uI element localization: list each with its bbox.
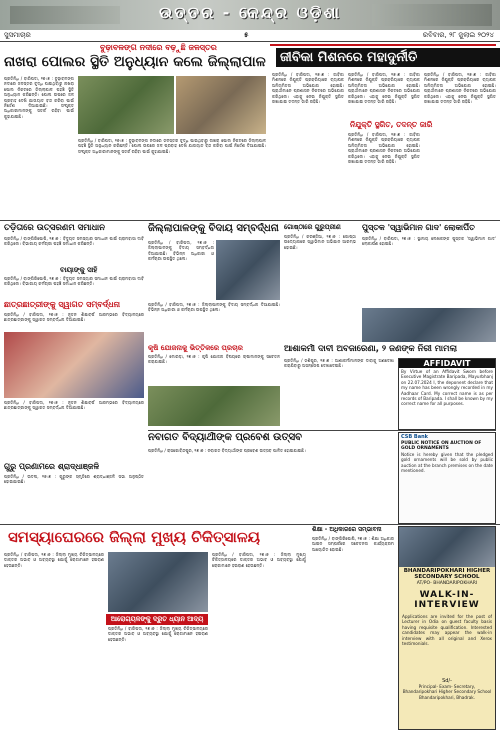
signatory-title: Principal- Exam- Secretary, Bhandaripokhari Higher Secondary School Bhandaripokhari, Bhadrak. <box>402 684 492 700</box>
signature: Sd/- <box>442 678 452 684</box>
farmers-photo <box>148 386 280 426</box>
story-headline: ଗୁରୁ ପ୍ରଣାମରେ ଶ୍ରାଦ୍ଧାଞ୍ଜଳି <box>4 462 100 471</box>
walkin-heading: WALK-IN- INTERVIEW <box>414 590 480 610</box>
samasya-subhead: ଆରୋଗ୍ୟଳଙ୍କୁ ଦ୍ରୁତ ଧ୍ୟାନ ଆଦ୍ୟ <box>106 614 208 625</box>
story-body-2: ପ୍ରତିନିଧି / ବାଙ୍ଗିରିପୋଷି, ୨୭।୭ : ବିଦ୍ୟୁତ ସମସ୍ୟାର ସମାଧାନ ପାଇଁ ଗ୍ରାମବାସୀ ଦାବି କରିଥିଲେ। ବିଭାଗୀୟ କର୍ମଚାରୀ ପହଞ୍ଚି ସମାଧାନ କରିଛନ୍ତି। <box>4 276 144 287</box>
divider <box>0 41 500 42</box>
story-headline: କୃଷି ଯୋଜନାକୁ ଭିତ୍ତିକରେ ପ୍ରଚାର <box>148 344 243 352</box>
lead-body: ପ୍ରତିନିଧି / ବାରିପଦା, ୨୭।୭ : ବୁଢ଼ାବଳଙ୍ଗ ନଦୀରେ ଜଳସ୍ତର ବୃଦ୍ଧି ପାଇଥିବାରୁ ନାଖରା ପୋଲ ନିକଟରେ ଜିଲ୍ଲାପାଳ ପହଞ୍ଚି ସ୍ଥିତି ଅନୁଧ୍ୟାନ କରିଛନ୍ତି। ପୋଲ ଉପରେ ଜଳ ପ୍ରବାହ ଦେଖି ଯାତାୟାତ ବନ୍ଦ କରିବା ପାଇଁ ନିର୍ଦ୍ଦେଶ ଦିଆଯାଇଛି। ସଂପୃକ୍ତ ଅଧିକାରୀମାନଙ୍କୁ ସତର୍କ ରହିବା ପାଇଁ କୁହାଯାଇଛି। <box>4 76 74 119</box>
story-headline: ଗୋଷ୍ଠୀରେ ଗୁରୁପ୍ରୀଣ <box>284 223 341 231</box>
divider <box>270 44 496 46</box>
story-body-2: ପ୍ରତିନିଧି / ବାରିପଦା, ୨୭।୭ : ଜିଲ୍ଲାପାଳଙ୍କୁ ବିଦାୟ ସମ୍ବର୍ଦ୍ଧନା ଦିଆଯାଇଛି। ବିଭିନ୍ନ ଅଧିକାରୀ ଓ କର୍ମଚାରୀ ଉପସ୍ଥିତ ଥିଲେ। <box>148 302 280 313</box>
notice-title: PUBLIC NOTICE ON AUCTION OF GOLD ORNAMENTS <box>401 441 482 451</box>
affidavit-title: AFFIDAVIT <box>399 359 495 368</box>
samasya-body-2: ପ୍ରତିନିଧି / ବାରିପଦା, ୨୭।୭ : ଜିଲ୍ଲା ମୁଖ୍ୟ ଚିକିତ୍ସାଳୟରେ ଡାକ୍ତର ଅଭାବ ଓ ଅବ୍ୟବସ୍ଥା ଯୋଗୁଁ ରୋଗୀମାନେ ହଇରାଣ ହେଉଛନ୍ତି। <box>108 626 208 642</box>
story-headline: ଶିକ୍ଷା - ଅଧିକାରରେ ସମ୍ଭାବନା <box>312 526 382 533</box>
book-release-photo <box>362 308 496 342</box>
story-body: ପ୍ରତିନିଧି / ରାସଗୋବିନ୍ଦପୁର, ୨୭।୭ : ନବାଗତ ବିଦ୍ୟାର୍ଥୀଙ୍କ ପ୍ରବେଶ ଉତ୍ସବ ପାଳିତ ହୋଇଯାଇଛି। <box>148 448 306 453</box>
story-headline: ଜିଲ୍ଲାପାଳଙ୍କୁ ବିଦାୟ ସମ୍ବର୍ଦ୍ଧନା <box>148 223 279 234</box>
masthead-decoration-right <box>372 4 492 26</box>
divider <box>0 220 500 221</box>
jibika-body: ପ୍ରତିନିଧି / ବାରିପଦା, ୨୭।୭ : ଜୀବିକା ମିଶନରେ ନିଯୁକ୍ତି ପ୍ରକ୍ରିୟାରେ ବ୍ୟାପକ ଅନିୟମିତତା ଅଭିଯୋଗ ହୋଇଛି। ପ୍ରାର୍ଥୀମାନେ ପ୍ରଶାସନ ନିକଟରେ ଅଭିଯୋଗ କରିଥିଲେ। ଏହାକୁ ନେଇ ନିଯୁକ୍ତି ସ୍ଥଗିତ ରଖାଯାଇ ତଦନ୍ତ ଜାରି ରହିଛି। <box>272 72 344 105</box>
affidavit-body: By Virtue of an Affidavit Sworn before Executive Magistrate Baripada, Mayurbhanj on 22.07.2024 I, the deponent declare that my name has been wrongly recorded in my Aadhaar Card. My correct name is as per records of Baripada. I shall be known by my correct name for all purposes. <box>401 369 493 407</box>
samasya-body-3: ପ୍ରତିନିଧି / ବାରିପଦା, ୨୭।୭ : ଜିଲ୍ଲା ମୁଖ୍ୟ ଚିକିତ୍ସାଳୟରେ ଡାକ୍ତର ଅଭାବ ଓ ଅବ୍ୟବସ୍ଥା ଯୋଗୁଁ ରୋଗୀମାନେ ହଇରାଣ ହେଉଛନ୍ତି। <box>212 552 306 568</box>
school-address: AT/PO- BHANDARIPOKHARI <box>416 581 478 586</box>
story-headline: ନବାଗତ ବିଦ୍ୟାର୍ଥୀଙ୍କ ପ୍ରବେଶ ଉତ୍ସବ <box>148 432 302 443</box>
story-body-3: ପ୍ରତିନିଧି / ବାରିପଦା, ୨୭।୭ : ନୂତନ ଶିକ୍ଷାବର୍ଷ ଆରମ୍ଭରେ ବିଦ୍ୟାଳୟରେ ଛାତ୍ରଛାତ୍ରୀଙ୍କୁ ସ୍ୱାଗତ ସମ୍ବର୍ଦ୍ଧନା ଦିଆଯାଇଛି। <box>4 400 144 411</box>
story-body: ପ୍ରତିନିଧି / ବାରିପଦା, ୨୭।୭ : ନୂତନ ଶିକ୍ଷାବର୍ଷ ଆରମ୍ଭରେ ବିଦ୍ୟାଳୟରେ ଛାତ୍ରଛାତ୍ରୀଙ୍କୁ ସ୍ୱାଗତ ସମ୍ବର୍ଦ୍ଧନା ଦିଆଯାଇଛି। <box>4 312 144 323</box>
public-notice <box>398 432 496 524</box>
school-building-photo <box>399 527 495 567</box>
story-body: ପ୍ରତିନିଧି / ମୋରଡ଼ା, ୨୭।୭ : କୃଷି ଯୋଜନା ବିଷୟରେ ଚାଷୀମାନଙ୍କୁ ସଚେତନ କରାଯାଇଛି। <box>148 354 280 365</box>
story-headline: ପୁସ୍ତକ 'ସ୍ୱାଭିମାନ ଗାଦ' ଲୋକାର୍ପିତ <box>362 223 475 232</box>
section-title: ଉତ୍ତର - କେନ୍ଦ୍ର ଓଡ଼ିଶା <box>158 3 342 22</box>
lead-body-cont: ପ୍ରତିନିଧି / ବାରିପଦା, ୨୭।୭ : ବୁଢ଼ାବଳଙ୍ଗ ନଦୀରେ ଜଳସ୍ତର ବୃଦ୍ଧି ପାଇଥିବାରୁ ନାଖରା ପୋଲ ନିକଟରେ ଜିଲ୍ଲାପାଳ ପହଞ୍ଚି ସ୍ଥିତି ଅନୁଧ୍ୟାନ କରିଛନ୍ତି। ପୋଲ ଉପରେ ଜଳ ପ୍ରବାହ ଦେଖି ଯାତାୟାତ ବନ୍ଦ କରିବା ପାଇଁ ନିର୍ଦ୍ଦେଶ ଦିଆଯାଇଛି। ସଂପୃକ୍ତ ଅଧିକାରୀମାନଙ୍କୁ ସତର୍କ ରହିବା ପାଇଁ କୁହାଯାଇଛି। <box>78 138 266 154</box>
kicker: ବୁଢ଼ାବଳଙ୍ଗ ନଦୀରେ ବଢ଼ୁଛି ଜଳସ୍ତର <box>100 43 217 52</box>
page-number: ୫ <box>244 31 249 39</box>
story-body: ପ୍ରତିନିଧି / ବାଙ୍ଗିରିପୋଷି, ୨୭।୭ : ବିଦ୍ୟୁତ ସମସ୍ୟାର ସମାଧାନ ପାଇଁ ଗ୍ରାମବାସୀ ଦାବି କରିଥିଲେ। ବିଭାଗୀୟ କର୍ମଚାରୀ ପହଞ୍ଚି ସମାଧାନ କରିଛନ୍ତି। <box>4 236 144 247</box>
farewell-photo <box>216 240 280 300</box>
lead-photo <box>78 76 174 134</box>
divider <box>0 524 500 525</box>
story-headline: ଆଶାକର୍ମୀ ଦାବୀ ଅବଜାରେଣା, ୨ ଜଣଙ୍କ ନିରୀ ମାମଲା <box>284 344 457 354</box>
jibika-headline: ଜୀବିକା ମିଶନରେ ମହାଦୁର୍ନୀତି <box>276 48 500 67</box>
affidavit-box <box>398 358 496 430</box>
story-subhead: ବାୟାଙ୍କୁ ସାହି <box>60 266 98 274</box>
story-body: ପ୍ରତିନିଧି / ବାଙ୍ଗିରିପୋଷି, ୨୭।୭ : ଶିକ୍ଷା ଅଧିକାର ଆଇନ ସମ୍ପର୍କରେ ସଚେତନତା କାର୍ଯ୍ୟକ୍ରମ ଆୟୋଜିତ ହୋଇଛି। <box>312 536 394 552</box>
school-advertisement <box>398 526 496 730</box>
paper-name: ସୁସମାଚାର <box>4 31 31 39</box>
lead-headline: ନାଖରା ପୋଲର ସ୍ଥିତି ଅନୁଧ୍ୟାନ କଲେ ଜିଲ୍ଲାପାଳ <box>4 54 266 70</box>
samasya-headline: ସମସ୍ୟାଘେରରେ ଜିଲ୍ଲା ମୁଖ୍ୟ ଚିକିତ୍ସାଳୟ <box>8 528 261 546</box>
jibika-body-col3: ପ୍ରତିନିଧି / ବାରିପଦା, ୨୭।୭ : ଜୀବିକା ମିଶନରେ ନିଯୁକ୍ତି ପ୍ରକ୍ରିୟାରେ ବ୍ୟାପକ ଅନିୟମିତତା ଅଭିଯୋଗ ହୋଇଛି। ପ୍ରାର୍ଥୀମାନେ ପ୍ରଶାସନ ନିକଟରେ ଅଭିଯୋଗ କରିଥିଲେ। ଏହାକୁ ନେଇ ନିଯୁକ୍ତି ସ୍ଥଗିତ ରଖାଯାଇ ତଦନ୍ତ ଜାରି ରହିଛି। <box>348 132 420 165</box>
samasya-body: ପ୍ରତିନିଧି / ବାରିପଦା, ୨୭।୭ : ଜିଲ୍ଲା ମୁଖ୍ୟ ଚିକିତ୍ସାଳୟରେ ଡାକ୍ତର ଅଭାବ ଓ ଅବ୍ୟବସ୍ଥା ଯୋଗୁଁ ରୋଗୀମାନେ ହଇରାଣ ହେଉଛନ୍ତି। <box>4 552 104 568</box>
jibika-subhead: ନିଯୁକ୍ତି ସ୍ଥଗିତ, ତଦନ୍ତ ଜାରି <box>350 120 433 129</box>
jibika-body-col2: ପ୍ରତିନିଧି / ବାରିପଦା, ୨୭।୭ : ଜୀବିକା ମିଶନରେ ନିଯୁକ୍ତି ପ୍ରକ୍ରିୟାରେ ବ୍ୟାପକ ଅନିୟମିତତା ଅଭିଯୋଗ ହୋଇଛି। ପ୍ରାର୍ଥୀମାନେ ପ୍ରଶାସନ ନିକଟରେ ଅଭିଯୋଗ କରିଥିଲେ। ଏହାକୁ ନେଇ ନିଯୁକ୍ତି ସ୍ଥଗିତ ରଖାଯାଇ ତଦନ୍ତ ଜାରି ରହିଛି। <box>348 72 420 105</box>
story-body: ପ୍ରତିନିଧି / କରଞ୍ଜିଆ, ୨୭।୭ : ଗୋଷ୍ଠୀ ଉଦ୍ୟୋଗରେ ସ୍ୱାଭିମାନ ଅଭିଯାନ ଆରମ୍ଭ ହୋଇଛି। <box>284 234 356 250</box>
story-body: ପ୍ରତିନିଧି / ଜଶିପୁର, ୨୭।୭ : ଆଶାକର୍ମୀମାନଙ୍କ ଦାବୀକୁ ଅଣଦେଖା କରାଯିବାରୁ ଅସନ୍ତୋଷ ଦେଖାଦେଇଛି। <box>284 358 394 369</box>
issue-date: ରବିବାର, ୨୮ ଜୁଲାଇ ୨୦୨୪ <box>422 31 494 39</box>
divider <box>148 430 496 431</box>
masthead-banner <box>0 0 500 30</box>
bank-name: CSB Bank <box>401 434 428 440</box>
jibika-body-col4: ପ୍ରତିନିଧି / ବାରିପଦା, ୨୭।୭ : ଜୀବିକା ମିଶନରେ ନିଯୁକ୍ତି ପ୍ରକ୍ରିୟାରେ ବ୍ୟାପକ ଅନିୟମିତତା ଅଭିଯୋଗ ହୋଇଛି। ପ୍ରାର୍ଥୀମାନେ ପ୍ରଶାସନ ନିକଟରେ ଅଭିଯୋଗ କରିଥିଲେ। ଏହାକୁ ନେଇ ନିଯୁକ୍ତି ସ୍ଥଗିତ ରଖାଯାଇ ତଦନ୍ତ ଜାରି ରହିଛି। <box>424 72 496 105</box>
hospital-photo <box>108 552 208 612</box>
walkin-body: Applications are invited for the post of Lecturer in Odia on guest faculty basis having requisite qualification. Interested candidates may appear the walk-in interview with all original and Xerox testimonials. <box>402 614 492 647</box>
notice-body: Notice is hereby given that the pledged gold ornaments will be sold by public auction at the branch premises on the date mentioned. <box>401 452 493 474</box>
story-body: ପ୍ରତିନିଧି / ବାରିପଦା, ୨୭।୭ : ଜିଲ୍ଲାପାଳଙ୍କୁ ବିଦାୟ ସମ୍ବର୍ଦ୍ଧନା ଦିଆଯାଇଛି। ବିଭିନ୍ନ ଅଧିକାରୀ ଓ କର୍ମଚାରୀ ଉପସ୍ଥିତ ଥିଲେ। <box>148 240 214 262</box>
lead-photo-2 <box>176 76 266 134</box>
school-name: BHANDARIPOKHARI HIGHER SECONDARY SCHOOL <box>403 568 491 580</box>
story-headline: ତଡ଼ିତାରେ ଉତ୍ସରଣମ ସମାଧାନ <box>4 223 106 233</box>
story-headline: ଛାତ୍ରଛାତ୍ରୀଙ୍କୁ ସ୍ୱାଗତ ସମ୍ବର୍ଦ୍ଧନା <box>4 300 121 309</box>
story-body: ପ୍ରତିନିଧି / ଉଦଳା, ୨୭।୭ : ଗୁରୁଙ୍କ ସ୍ମୃତିରେ ଶ୍ରାଦ୍ଧାଞ୍ଜଳି ସଭା ଅନୁଷ୍ଠିତ ହୋଇଯାଇଛି। <box>4 474 144 485</box>
story-body: ପ୍ରତିନିଧି / ବାରିପଦା, ୨୭।୭ : ସ୍ଥାନୀୟ ଲେଖକଙ୍କ ପୁସ୍ତକ 'ସ୍ୱାଭିମାନ ଗାଦ' ଲୋକାର୍ପଣ ହୋଇଛି। <box>362 236 496 247</box>
students-photo <box>4 332 144 398</box>
masthead-decoration-left <box>10 6 120 24</box>
